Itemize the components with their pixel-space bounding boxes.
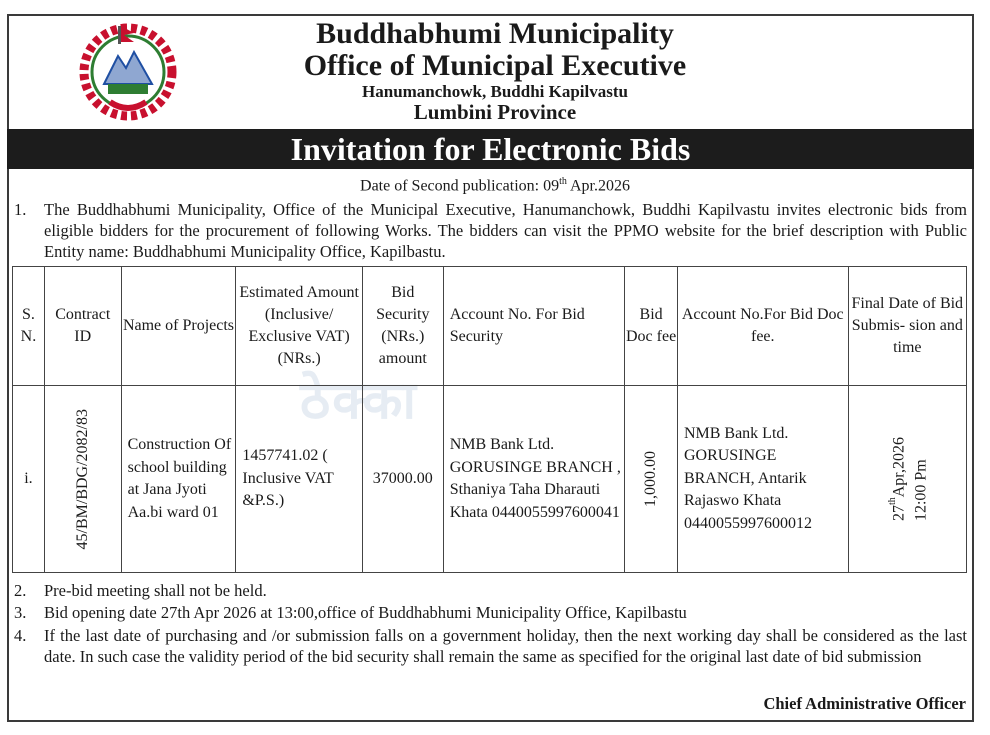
col-header: Account No. For Bid Security [443, 267, 625, 386]
header-office: Office of Municipal Executive [303, 49, 687, 82]
header-province: Lumbini Province [413, 100, 577, 124]
header-address: Hanumanchowk, Buddhi Kapilvastu [362, 82, 628, 101]
col-header: Account No.For Bid Doc fee. [677, 267, 848, 386]
col-header: Name of Projects [121, 267, 236, 386]
bids-table [12, 266, 967, 573]
point-text: The Buddhabhumi Municipality, Office of the Municipal Executive, Hanumanchowk, Buddhi Kapilvastu invites electronic bids from eligible bidders for the procurement of following Works. The bidders can visit the PPMO website for the brief description with Public Entity name: Buddhabhumi Municipality Office, Kapilbastu. [44, 200, 967, 261]
header-municipality: Buddhabhumi Municipality [316, 17, 674, 50]
cell-final-date: 27thApr,2026 12:00 Pm [848, 386, 966, 573]
point-text: If the last date of purchasing and /or submission falls on a government holiday, then the next working day shall be considered as the last date. In such case the validity period of the bid security shall remain the same as specified for the original last date of bid submission [44, 626, 967, 666]
notice-title: Invitation for Electronic Bids [7, 129, 974, 169]
col-header: Final Date of Bid Submis- sion and time [848, 267, 966, 386]
col-header: Bid Doc fee [625, 267, 678, 386]
point-number: 3. [14, 603, 27, 622]
watermark: ठेक्का [300, 371, 418, 431]
cell-account-security: NMB Bank Ltd. GORUSINGE BRANCH , Sthaniya Taha Dharauti Khata 0440055997600041 [443, 386, 625, 573]
point-text: Pre-bid meeting shall not be held. [44, 581, 267, 600]
col-header: Contract ID [44, 267, 121, 386]
cell-security: 37000.00 [362, 386, 443, 573]
point-number: 4. [14, 626, 27, 645]
point-text: Bid opening date 27th Apr 2026 at 13:00,office of Buddhabhumi Municipality Office, Kapilbastu [44, 603, 687, 622]
col-header: Estimated Amount (Inclusive/ Exclusive VAT) (NRs.) [236, 267, 363, 386]
cell-sn: i. [13, 386, 45, 573]
col-header: S. N. [13, 267, 45, 386]
signature: Chief Administrative Officer [763, 694, 966, 713]
publication-date: Date of Second publication: 09th Apr.2026 [360, 176, 630, 195]
cell-amount: 1457741.02 ( Inclusive VAT &P.S.) [236, 386, 363, 573]
cell-project: Construction Of school building at Jana Jyoti Aa.bi ward 01 [121, 386, 236, 573]
table-row [13, 386, 967, 573]
col-header: Bid Security (NRs.) amount [362, 267, 443, 386]
cell-doc-fee: 1,000.00 [625, 386, 678, 573]
point-number: 1. [14, 200, 27, 219]
cell-contract-id: 45/BM/BDG/2082/83 [44, 386, 121, 573]
point-number: 2. [14, 581, 27, 600]
cell-account-fee: NMB Bank Ltd. GORUSINGE BRANCH, Antarik Rajaswo Khata 0440055997600012 [677, 386, 848, 573]
